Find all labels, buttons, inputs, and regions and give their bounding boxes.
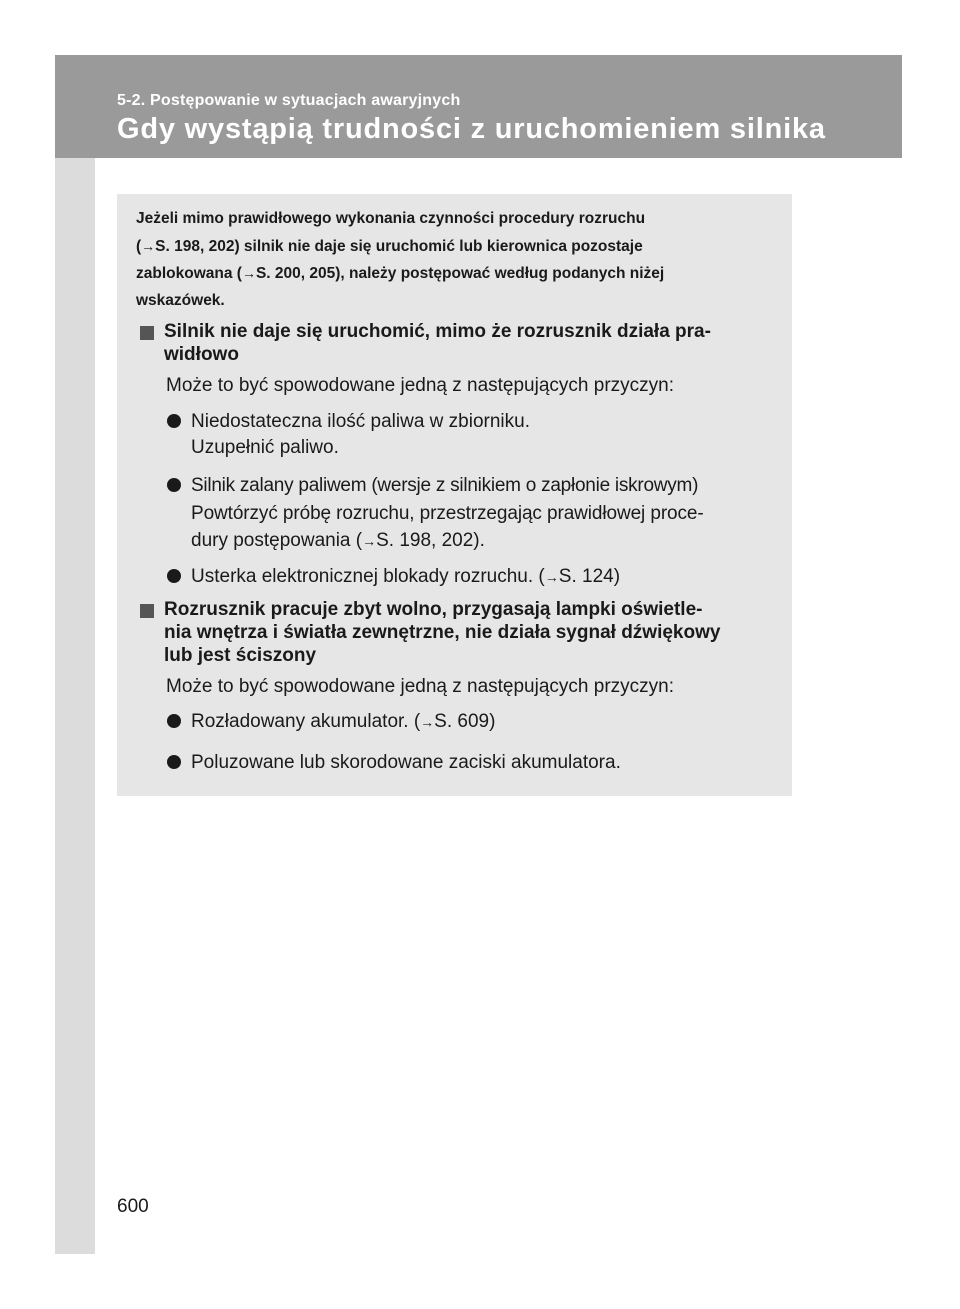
bullet-dot-icon xyxy=(167,478,181,492)
bullet-dot-icon xyxy=(167,569,181,583)
arrow-icon: → xyxy=(362,533,377,549)
intro-line: zablokowana (→S. 200, 205), należy postępować według podanych niżej xyxy=(136,265,665,282)
page-title: Gdy wystąpią trudności z uruchomieniem silnika xyxy=(117,113,826,145)
section2-heading: Rozrusznik pracuje zbyt wolno, przygasają lampki oświetle- nia wnętrza i światła zewnętrzne, nie działa sygnał dźwiękowy lub jest ściszony xyxy=(164,599,721,666)
intro-paragraph xyxy=(136,206,772,314)
page-number: 600 xyxy=(117,1196,149,1217)
arrow-icon: → xyxy=(420,714,435,730)
bullet-dot-icon xyxy=(167,414,181,428)
section1-bullet2-sub1: Powtórzyć próbę rozruchu, przestrzegając prawidłowej proce- xyxy=(191,503,704,524)
section-label: 5-2. Postępowanie w sytuacjach awaryjnych xyxy=(117,92,461,109)
arrow-icon: → xyxy=(241,265,256,281)
square-bullet-icon xyxy=(140,326,154,340)
bullet-dot-icon xyxy=(167,714,181,728)
arrow-icon: → xyxy=(544,569,559,585)
section1-bullet3: Usterka elektronicznej blokady rozruchu. (→S. 124) xyxy=(191,566,621,587)
left-margin-strip xyxy=(55,158,95,1254)
section1-lead: Może to być spowodowane jedną z następujących przyczyn: xyxy=(166,375,674,396)
intro-line: (→S. 198, 202) silnik nie daje się uruchomić lub kierownica pozostaje xyxy=(136,237,643,255)
section1-bullet1: Niedostateczna ilość paliwa w zbiorniku. xyxy=(191,411,530,432)
section2-bullet2: Poluzowane lub skorodowane zaciski akumulatora. xyxy=(191,752,621,773)
bullet-dot-icon xyxy=(167,755,181,769)
section2-bullet1: Rozładowany akumulator. (→S. 609) xyxy=(191,711,496,732)
section1-heading: Silnik nie daje się uruchomić, mimo że rozrusznik działa pra- widłowo xyxy=(164,321,711,365)
section1-bullet2-sub2: dury postępowania (→S. 198, 202). xyxy=(191,530,485,551)
arrow-icon: → xyxy=(141,237,156,254)
section1-bullet2: Silnik zalany paliwem (wersje z silnikiem o zapłonie iskrowym) xyxy=(191,475,699,496)
square-bullet-icon xyxy=(140,604,154,618)
section1-bullet1-sub: Uzupełnić paliwo. xyxy=(191,437,339,458)
intro-line: wskazówek. xyxy=(136,291,225,309)
section2-lead: Może to być spowodowane jedną z następujących przyczyn: xyxy=(166,676,674,697)
intro-line: Jeżeli mimo prawidłowego wykonania czynności procedury rozruchu xyxy=(136,210,646,227)
